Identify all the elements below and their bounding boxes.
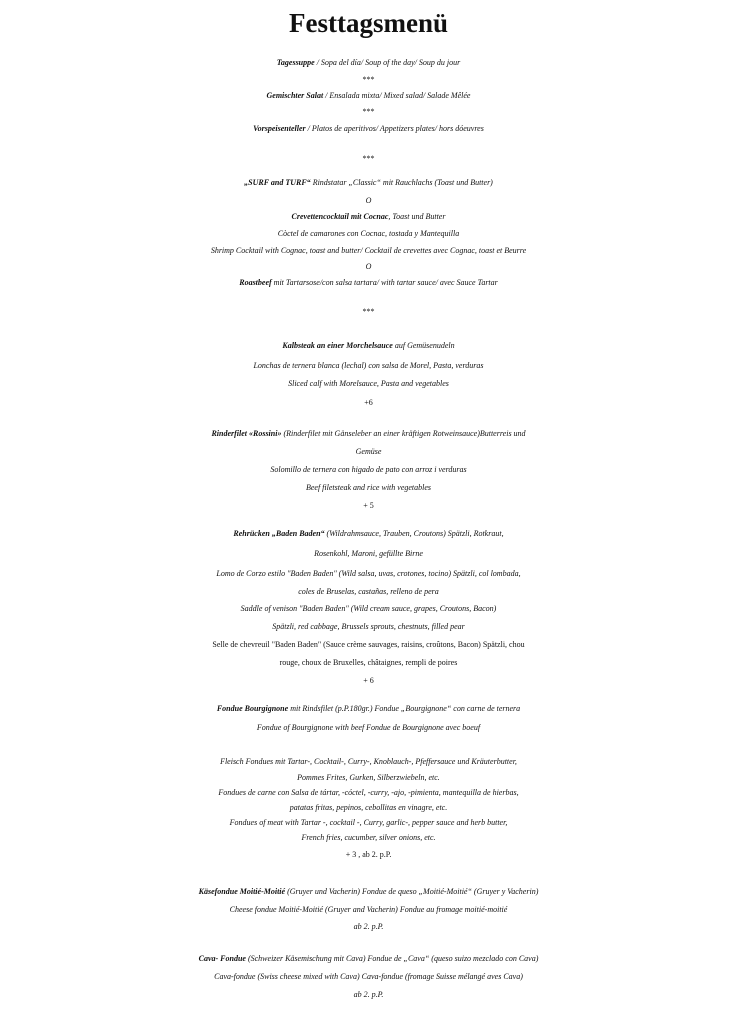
shrimp-cocktail-en: Shrimp Cocktail with Cognac, toast and butter/ Cocktail de crevettes avec Cognac, toast et Beurre [210,246,527,255]
fondue-detail: patatas fritas, pepinos, cebollitas en vinagre, etc. [289,803,448,812]
rinderfilet-cont: Gemüse [355,447,382,456]
shrimp-cocktail: Crevettencocktail mit Cocnac, Toast und Butter [291,212,446,221]
kalbsteak-es: Lonchas de ternera blanca (lechal) con salsa de Morel, Pasta, verduras [253,361,484,370]
price-supplement: +6 [364,398,373,407]
price-supplement: + 5 [363,501,374,510]
kalbsteak-en: Sliced calf with Morelsauce, Pasta and vegetables [288,379,449,388]
separator: *** [362,75,375,84]
starter-soup: Tagessuppe / Sopa del día/ Soup of the day/ Soup du jour [276,58,461,67]
fondue-bourgignone: Fondue Bourgignone mit Rindsfilet (p.P.180gr.) Fondue „Bourgignone“ con carne de ternera [216,704,521,713]
starter-plates: Vorspeisenteller / Platos de aperitivos/ Appetizers plates/ hors dóeuvres [253,124,484,133]
fondue-detail: Fondues of meat with Tartar -, cocktail -, Curry, garlic-, pepper sauce and herb butter, [229,818,508,827]
price-supplement: + 3 , ab 2. p.P. [345,850,392,859]
dish-name: Kalbsteak an einer Morchelsauce [282,341,393,350]
dish-name: Rinderfilet «Rossini» [211,429,282,438]
rehruecken-de: Rosenkohl, Maroni, gefüllte Birne [314,549,423,558]
fondue-detail: Fleisch Fondues mit Tartar-, Cocktail-, Curry-, Knoblauch-, Pfeffersauce und Kräuterbutter, [220,757,517,766]
price-note: ab 2. p.P. [353,922,384,931]
or-separator: O [365,196,372,205]
fondue-detail: Fondues de carne con Salsa de tártar, -cóctel, -curry, -ajo, -pimienta, mantequilla de hierbas, [218,788,519,797]
surf-and-turf: „SURF and TURF“ Rindstatar „Classic“ mit Rauchlachs (Toast und Butter) [244,178,493,187]
rehruecken-es: Lomo de Corzo estilo "Baden Baden" (Wild salsa, uvas, crotones, tocino) Spätzli, col lombada, [216,569,521,578]
separator: *** [362,154,375,163]
price-note: ab 2. p.P. [353,990,384,999]
dish-name: Gemischter Salat [266,91,324,100]
dish-name: Tagessuppe [276,58,315,67]
dish-name: „SURF and TURF“ [244,178,311,187]
dish-name: Fondue Bourgignone [216,704,289,713]
dish-name: Crevettencocktail mit Cocnac [291,212,389,221]
fondue-detail: French fries, cucumber, silver onions, etc. [301,833,436,842]
shrimp-cocktail-es: Còctel de camarones con Cocnac, tostada y Mantequilla [277,229,460,238]
fondue-bourgignone-en: Fondue of Bourgignone with beef Fondue de Bourgignone avec boeuf [256,723,481,732]
dish-name: Roastbeef [239,278,272,287]
rinderfilet-en: Beef filetsteak and rice with vegetables [305,483,432,492]
starter-salad: Gemischter Salat / Ensalada mixta/ Mixed salad/ Salade Mêlée [266,91,471,100]
rehruecken-en: Saddle of venison "Baden Baden" (Wild cream sauce, grapes, Croutons, Bacon) [240,604,497,613]
kaesefondue-en: Cheese fondue Moitié-Moitié (Gruyer and Vacherin) Fondue au fromage moitié-moitié [229,905,508,914]
separator: *** [362,107,375,116]
roastbeef: Roastbeef mit Tartarsose/con salsa tartara/ with tartar sauce/ avec Sauce Tartar [239,278,498,287]
rehruecken-es: coles de Bruselas, castañas, relleno de pera [298,587,439,596]
rehruecken-fr: rouge, choux de Bruxelles, châtaignes, rempli de poires [279,658,458,667]
dish-name: Vorspeisenteller [253,124,306,133]
page-title: Festtagsmenü [289,8,448,38]
price-supplement: + 6 [363,676,374,685]
or-separator: O [365,262,372,271]
rinderfilet: Rinderfilet «Rossini» (Rinderfilet mit Gänseleber an einer kräftigen Rotweinsauce)Butterreis und [211,429,526,438]
dish-name: Rehrücken „Baden Baden“ [233,529,325,538]
cava-fondue: Cava- Fondue (Schweizer Käsemischung mit Cava) Fondue de „Cava“ (queso suizo mezclado con Cava) [198,954,539,963]
separator: *** [362,307,375,316]
cava-fondue-en: Cava-fondue (Swiss cheese mixed with Cava) Cava-fondue (fromage Suisse mélangé aves Cava) [214,972,523,981]
kalbsteak: Kalbsteak an einer Morchelsauce auf Gemüsenudeln [282,341,455,350]
rehruecken-fr: Selle de chevreuil "Baden Baden" (Sauce crème sauvages, raisins, croûtons, Bacon) Spätzli, chou [212,640,525,649]
rehruecken: Rehrücken „Baden Baden“ (Wildrahmsauce, Trauben, Croutons) Spätzli, Rotkraut, [233,529,504,538]
dish-name: Käsefondue Moitié-Moitié [198,887,286,896]
fondue-detail: Pommes Frites, Gurken, Silberzwiebeln, etc. [297,773,440,782]
rehruecken-en: Spätzli, red cabbage, Brussels sprouts, chestnuts, filled pear [272,622,465,631]
kaesefondue: Käsefondue Moitié-Moitié (Gruyer und Vacherin) Fondue de queso „Moitié-Moitié“ (Gruyer y Vacherin) [198,887,539,896]
rinderfilet-es: Solomillo de ternera con higado de pato con arroz i verduras [270,465,467,474]
dish-name: Cava- Fondue [198,954,246,963]
